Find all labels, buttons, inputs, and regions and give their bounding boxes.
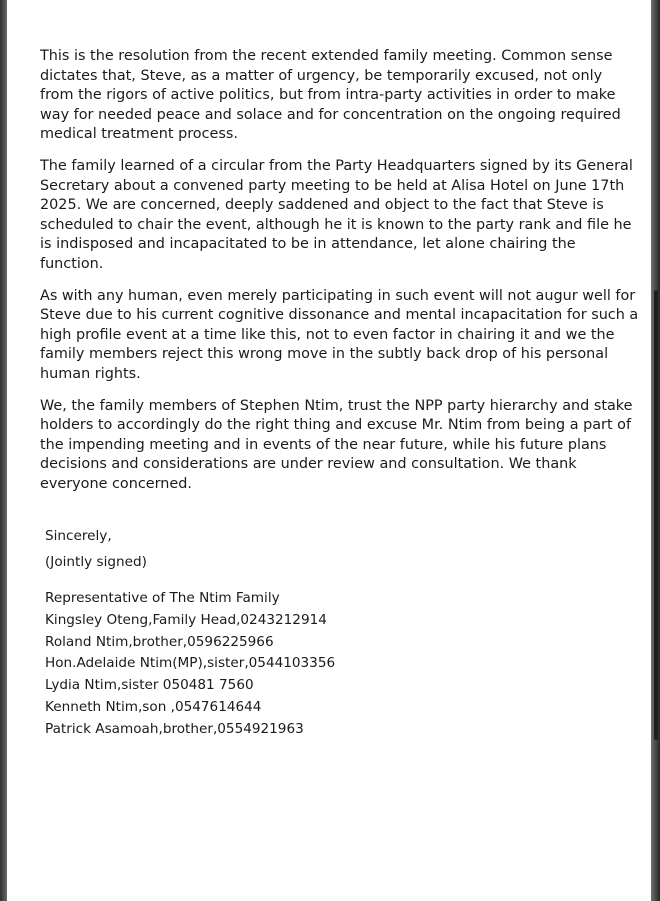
closing-salutation: Sincerely, [45, 528, 112, 544]
signature-block [45, 527, 605, 741]
left-frame-edge [0, 0, 7, 901]
representative-entry: Hon.Adelaide Ntim(MP),sister,0544103356 [45, 655, 336, 672]
representative-entry: Roland Ntim,brother,0596225966 [45, 633, 274, 650]
representative-entry: Kenneth Ntim,son ,0547614644 [45, 698, 262, 715]
paragraph-resolution: This is the resolution from the recent extended family meeting. Common sense dictates that, Steve, as a matter of urgency, be temporarily excused, not only from the rigors of active politics, but from intra-party activities in order to make way for needed peace and solace and for concentration on the ongoing required medical treatment process. [40, 48, 621, 143]
representatives-heading: Representative of The Ntim Family [45, 590, 280, 606]
paragraph-circular: The family learned of a circular from the Party Headquarters signed by its General Secretary about a convened party meeting to be held at Alisa Hotel on June 17th 2025. We are concerned, deeply saddened and object to the fact that Steve is scheduled to chair the event, although he it is known to the party rank and file he is indisposed and incapacitated to be in attendance, let alone chairing the function. [40, 157, 633, 272]
letter-body [40, 47, 640, 506]
representative-entry: Patrick Asamoah,brother,0554921963 [45, 720, 304, 737]
scrollbar-thumb[interactable] [654, 290, 658, 740]
representative-entry: Lydia Ntim,sister 050481 7560 [45, 677, 254, 694]
paragraph-participation: As with any human, even merely participating in such event will not augur well for Steve due to his current cognitive dissonance and mental incapacitation for such a high profile event at a time like this, not to even factor in chairing it and we the family members reject this wrong move in the subtly back drop of his personal human rights. [40, 287, 639, 382]
document-page [7, 0, 651, 901]
jointly-signed-note: (Jointly signed) [45, 553, 147, 570]
representative-entry: Kingsley Oteng,Family Head,0243212914 [45, 611, 327, 628]
paragraph-request: We, the family members of Stephen Ntim, trust the NPP party hierarchy and stake holders to accordingly do the right thing and excuse Mr. Ntim from being a part of the impending meeting and in events of the near future, while his future plans decisions and considerations are under review and consultation. We thank everyone concerned. [40, 397, 633, 492]
representatives-list [45, 588, 605, 741]
